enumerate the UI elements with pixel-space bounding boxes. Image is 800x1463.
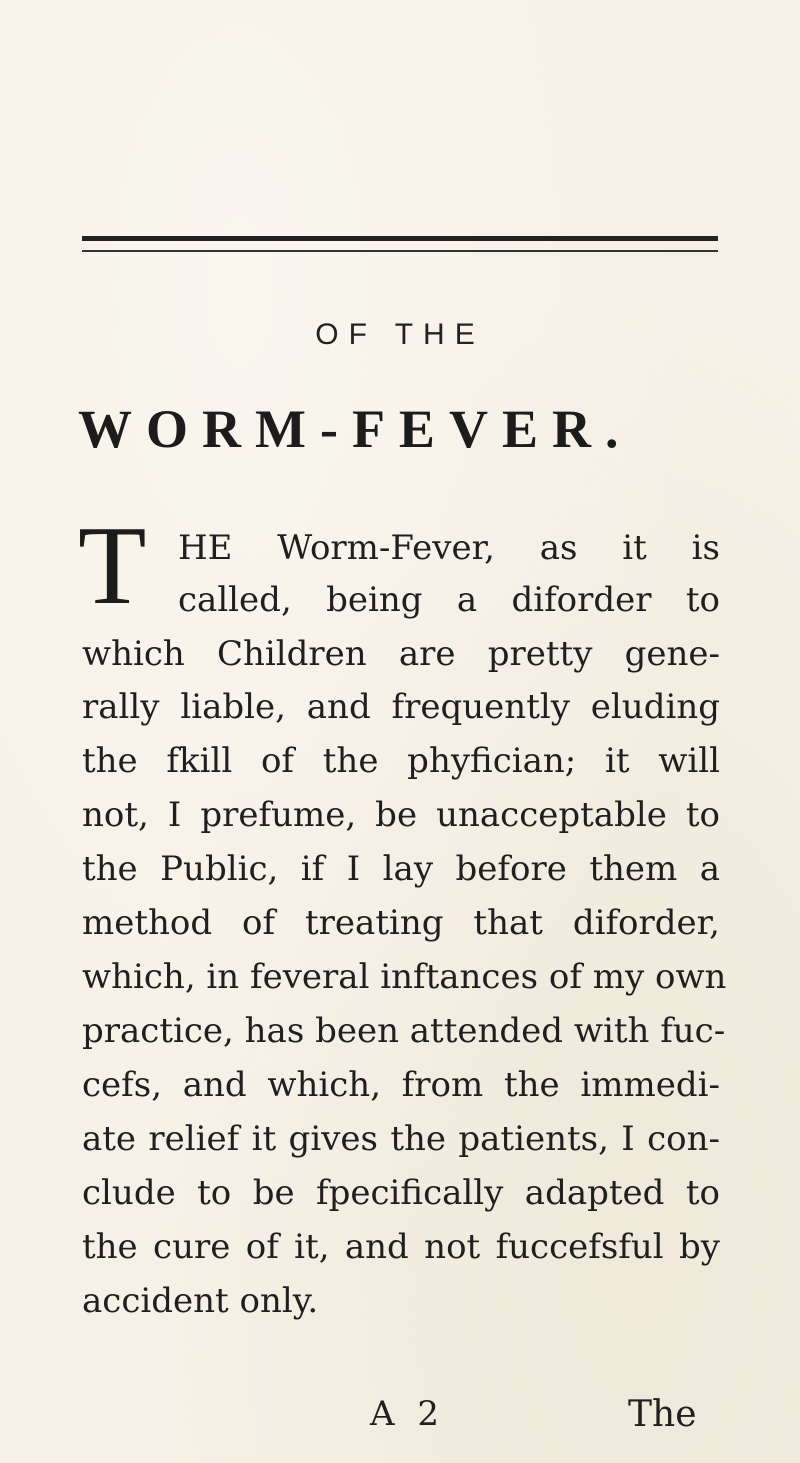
text-line-14: the cure of it, and not fuccefsful by (82, 1227, 720, 1267)
text-line-3: which Children are pretty gene- (82, 634, 720, 674)
text-line-4: rally liable, and frequently eluding (82, 687, 720, 727)
signature-mark: A 2 (370, 1394, 445, 1434)
text-line-7: the Public, if I lay before them a (82, 849, 720, 889)
text-line-11: cefs, and which, from the immedi- (82, 1065, 720, 1105)
text-line-13: clude to be fpecifically adapted to (82, 1173, 720, 1213)
header-rule-thin (82, 250, 718, 252)
text-line-2: called, being a diforder to (178, 580, 720, 620)
text-line-9: which, in feveral inftances of my own (82, 957, 727, 997)
text-line-15: accident only. (82, 1281, 319, 1321)
text-line-5: the fkill of the phyfician; it will (82, 741, 720, 781)
text-line-10: practice, has been attended with fuc- (82, 1011, 726, 1051)
header-rule-thick (82, 236, 718, 241)
text-line-8: method of treating that diforder, (82, 903, 720, 943)
catchword: The (628, 1394, 697, 1435)
text-line-6: not, I prefume, be unacceptable to (82, 795, 720, 835)
text-line-12: ate relief it gives the patients, I con- (82, 1119, 720, 1159)
subheading: OF THE (315, 318, 485, 351)
text-line-1: HE Worm-Fever, as it is (178, 528, 720, 568)
page-title: WORM-FEVER. (78, 399, 633, 459)
drop-cap: T (78, 504, 147, 628)
